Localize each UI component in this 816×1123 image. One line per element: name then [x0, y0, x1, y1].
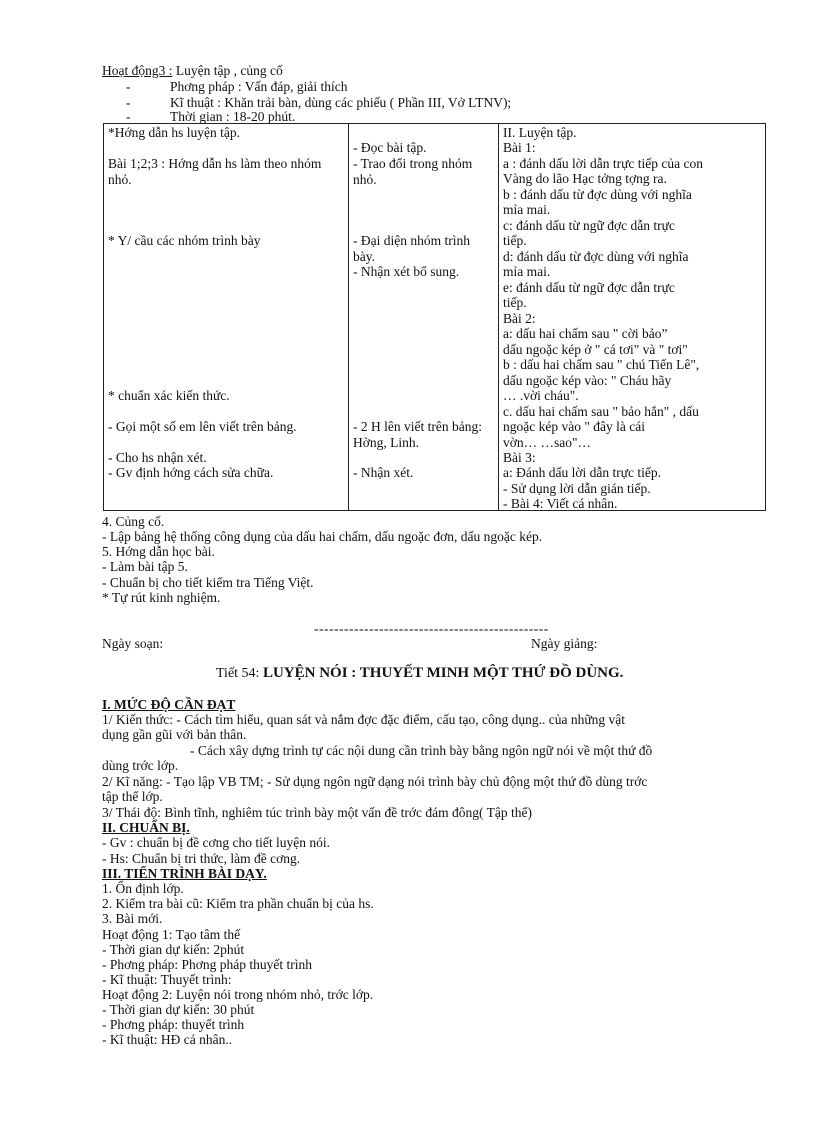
- content-line: b : đánh dấu từ đợc dùng với nghĩa: [503, 187, 692, 202]
- content-line: c: đánh dấu từ ngữ đợc dẫn trực: [503, 218, 675, 233]
- content-line: mỉa mai.: [503, 202, 551, 217]
- section-heading-objectives: I. MỨC ĐỘ CẦN ĐẠT: [102, 697, 236, 712]
- teacher-guide-practice: *Hớng dẫn hs luyện tập.: [108, 125, 240, 140]
- homework-heading: 5. Hớng dẫn học bài.: [102, 544, 215, 559]
- section-heading-procedure: III. TIẾN TRÌNH BÀI DẠY.: [102, 866, 267, 881]
- objective-line: tập thể lớp.: [102, 789, 163, 804]
- content-column: [499, 124, 766, 511]
- student-write-board: - 2 H lên viết trên bảng: Hờng, Linh.: [353, 419, 482, 450]
- teacher-exercise-guide: Bài 1;2;3 : Hớng dẫn hs làm theo nhóm nhỏ.: [108, 156, 322, 187]
- content-line: a : đánh dấu lời dẫn trực tiếp của con: [503, 156, 704, 171]
- teacher-correction: - Gv định hớng cách sửa chữa.: [108, 465, 274, 480]
- section-heading-preparation: II. CHUẨN BỊ.: [102, 820, 190, 835]
- date-taught-label: Ngày giảng:: [531, 636, 598, 651]
- content-line: Bài 3:: [503, 450, 536, 465]
- activity3-label: Hoạt động3 :: [102, 63, 173, 78]
- procedure-line: - Thời gian dự kiến: 30 phút: [102, 1002, 255, 1017]
- preparation-line: - Gv : chuẩn bị đề cơng cho tiết luyện nói.: [102, 835, 330, 850]
- lesson-title: [216, 666, 623, 682]
- procedure-line: 3. Bài mới.: [102, 911, 163, 926]
- teacher-call-students: - Gọi một số em lên viết trên bảng.: [108, 419, 297, 434]
- student-present: - Đại diện nhóm trình bày.: [353, 233, 470, 264]
- bullet-dash: -: [126, 95, 131, 110]
- teacher-standardize: * chuẩn xác kiến thức.: [108, 388, 230, 403]
- content-line: … .vời cháu".: [503, 388, 579, 403]
- content-line: Bài 2:: [503, 311, 536, 326]
- procedure-line: 1. Ổn định lớp.: [102, 881, 184, 896]
- activity3-technique: Kĩ thuật : Khăn trải bàn, dùng các phiếu ( Phần III, Vở LTNV);: [170, 95, 512, 110]
- student-discuss: - Trao đổi trong nhóm nhỏ.: [353, 156, 473, 187]
- content-line: tiếp.: [503, 295, 527, 310]
- separator-line: -----------------------------------------------: [314, 621, 549, 636]
- content-line: dấu ngoặc kép ở " cá tơi" và " tơi": [503, 342, 688, 357]
- content-line: c. dấu hai chấm sau " bảo hắn" , dấu: [503, 404, 699, 419]
- procedure-line: 2. Kiểm tra bài cũ: Kiểm tra phần chuẩn bị của hs.: [102, 896, 374, 911]
- objective-line: 1/ Kiến thức: - Cách tìm hiểu, quan sát và nắm đợc đặc điểm, cấu tạo, công dụng.. của những vật: [102, 712, 625, 727]
- content-line: Bài 1:: [503, 140, 536, 155]
- consolidation-heading: 4. Củng cố.: [102, 514, 165, 529]
- content-line: ngoặc kép vào " đây là cái: [503, 419, 645, 434]
- objective-line: 3/ Thái độ: Bình tĩnh, nghiêm túc trình bày một vấn đề trớc đám đông( Tập thể): [102, 805, 532, 820]
- preparation-line: - Hs: Chuẩn bị tri thức, làm đề cơng.: [102, 851, 301, 866]
- content-line: b : dấu hai chấm sau " chú Tiến Lê",: [503, 357, 700, 372]
- bullet-dash: -: [126, 109, 131, 124]
- lesson-number: Tiết 54:: [216, 666, 260, 681]
- homework-item: - Làm bài tập 5.: [102, 559, 188, 574]
- student-comment: - Nhận xét bổ sung.: [353, 264, 460, 279]
- procedure-line: - Phơng pháp: thuyết trình: [102, 1017, 245, 1032]
- content-line: II. Luyện tập.: [503, 125, 577, 140]
- content-line: - Sử dụng lời dẫn gián tiếp.: [503, 481, 651, 496]
- student-review: - Nhận xét.: [353, 465, 414, 480]
- content-line: a: dấu hai chấm sau " cời bảo”: [503, 326, 668, 341]
- activity3-heading: [102, 63, 283, 79]
- activity3-title: Luyện tập , củng cố: [175, 63, 283, 78]
- objective-line: 2/ Kĩ năng: - Tạo lập VB TM; - Sử dụng ngôn ngữ dạng nói trình bày chủ động một thứ đồ dùng trớc: [102, 774, 648, 789]
- procedure-line: - Thời gian dự kiến: 2phút: [102, 942, 245, 957]
- procedure-line: - Phơng pháp: Phơng pháp thuyết trình: [102, 957, 313, 972]
- student-read: - Đọc bài tập.: [353, 140, 427, 155]
- content-line: dấu ngoặc kép vào: " Cháu hãy: [503, 373, 672, 388]
- content-line: - Bài 4: Viết cá nhân.: [503, 496, 618, 511]
- date-prepared-label: Ngày soạn:: [102, 636, 164, 651]
- student-column: [349, 124, 499, 511]
- bullet-dash: -: [126, 79, 131, 94]
- content-line: vờn… …sao"…: [503, 435, 592, 450]
- objective-line: dùng trớc lớp.: [102, 758, 179, 773]
- procedure-line: Hoạt động 1: Tạo tâm thế: [102, 927, 241, 942]
- content-line: e: đánh dấu từ ngữ đợc dẫn trực: [503, 280, 675, 295]
- procedure-line: Hoạt động 2: Luyện nói trong nhóm nhỏ, trớc lớp.: [102, 987, 374, 1002]
- procedure-line: - Kĩ thuật: HĐ cá nhân..: [102, 1032, 233, 1047]
- teacher-peer-review: - Cho hs nhận xét.: [108, 450, 207, 465]
- lesson-name: LUYỆN NÓI : THUYẾT MINH MỘT THỨ ĐỒ DÙNG.: [262, 665, 624, 681]
- teacher-column: [104, 124, 349, 511]
- activity3-time: Thời gian : 18-20 phút.: [170, 109, 296, 124]
- content-line: Vàng do lão Hạc tởng tợng ra.: [503, 171, 667, 186]
- teacher-request-present: * Y/ cầu các nhóm trình bày: [108, 233, 261, 248]
- objective-line: - Cách xây dựng trình tự các nội dung cần trình bày bằng ngôn ngữ nói về một thứ đồ: [190, 743, 653, 758]
- content-line: mỉa mai.: [503, 264, 551, 279]
- procedure-line: - Kĩ thuật: Thuyết trình:: [102, 972, 232, 987]
- activity3-method: Phơng pháp : Vấn đáp, giải thích: [170, 79, 348, 94]
- consolidation-task: - Lập bảng hệ thống công dụng của dấu hai chấm, dấu ngoặc đơn, dấu ngoặc kép.: [102, 529, 543, 544]
- activity-table: [103, 123, 766, 511]
- self-reflection: * Tự rút kinh nghiệm.: [102, 590, 221, 605]
- content-line: d: đánh dấu từ đợc dùng với nghĩa: [503, 249, 689, 264]
- content-line: a: Đánh dấu lời dẫn trực tiếp.: [503, 465, 662, 480]
- content-line: tiếp.: [503, 233, 527, 248]
- homework-item: - Chuẩn bị cho tiết kiểm tra Tiếng Việt.: [102, 575, 314, 590]
- objective-line: dụng gần gũi với bản thân.: [102, 727, 247, 742]
